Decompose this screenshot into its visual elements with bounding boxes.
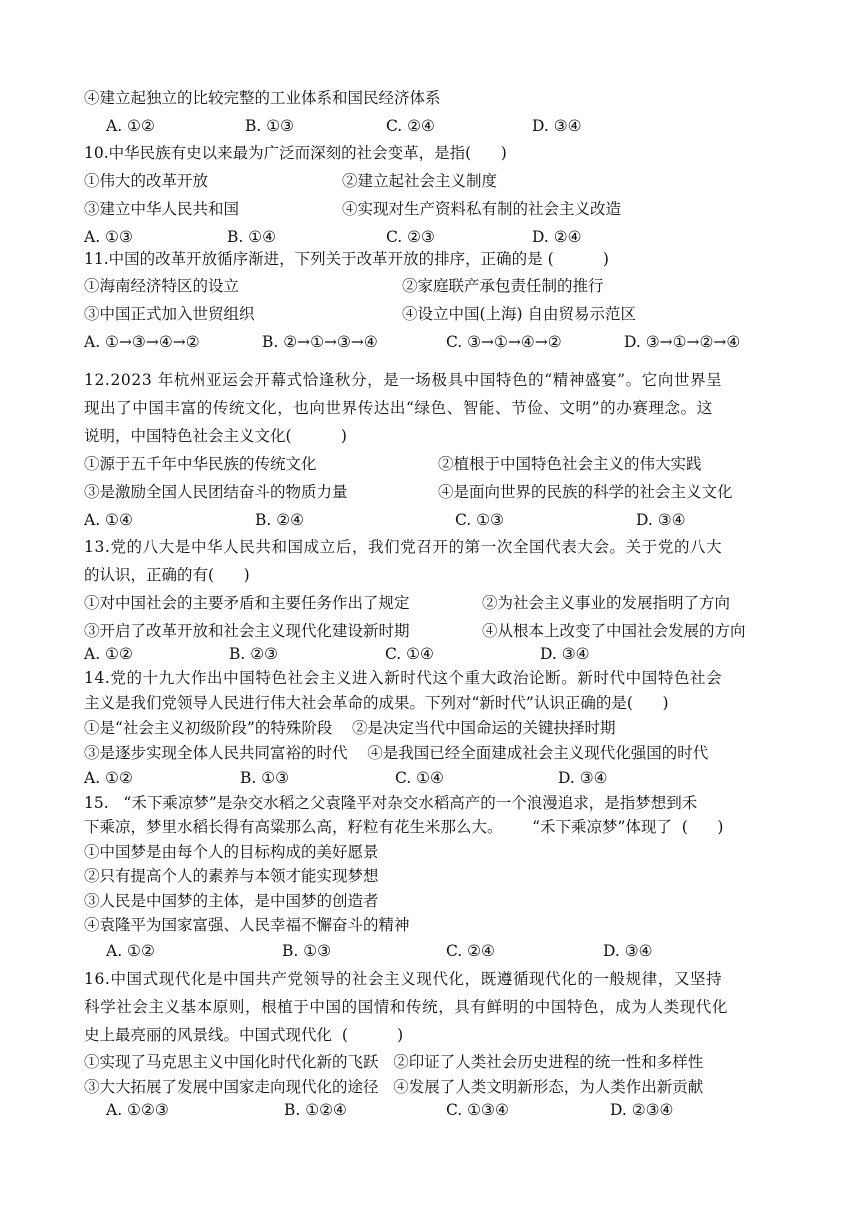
q14-statements-1-2: ①是“社会主义初级阶段”的特殊阶段 ②是决定当代中国命运的关键抉择时期	[84, 719, 616, 737]
q14-option-a: A. ①②	[84, 769, 133, 787]
q14-option-b: B. ①③	[240, 769, 290, 787]
q15-statement-4: ④袁隆平为国家富强、人民幸福不懈奋斗的精神	[84, 916, 410, 934]
q11-statement-2: ②家庭联产承包责任制的推行	[402, 277, 604, 295]
q15-statement-3: ③人民是中国梦的主体，是中国梦的创造者	[84, 892, 379, 910]
q10-statement-3: ③建立中华人民共和国	[84, 200, 240, 218]
q16-stem-line-2: 科学社会主义基本原则，根植于中国的国情和传统，具有鲜明的中国特色，成为人类现代化	[84, 998, 729, 1016]
q13-statement-1: ①对中国社会的主要矛盾和主要任务作出了规定	[84, 594, 410, 612]
q16-option-a: A. ①②③	[106, 1101, 169, 1119]
q11-option-d: D. ③→①→②→④	[624, 333, 741, 351]
q9-option-a: A. ①②	[106, 117, 155, 135]
q16-option-d: D. ②③④	[610, 1101, 674, 1119]
q13-statement-4: ④从根本上改变了中国社会发展的方向	[482, 622, 746, 640]
q12-statement-4: ④是面向世界的民族的科学的社会主义文化	[438, 483, 733, 501]
q15-stem-line-1: 15. “禾下乘凉梦”是杂交水稻之父袁隆平对杂交水稻高产的一个浪漫追求，是指梦想到禾	[84, 794, 698, 812]
q12-option-b: B. ②④	[255, 511, 305, 529]
q15-statement-1: ①中国梦是由每个人的目标构成的美好愿景	[84, 843, 379, 861]
q15-option-a: A. ①②	[106, 942, 155, 960]
q10-statement-1: ①伟大的改革开放	[84, 172, 209, 190]
q12-option-a: A. ①④	[84, 511, 133, 529]
q16-stem-line-3: 史上最亮丽的风景线。中国式现代化 ( )	[84, 1026, 404, 1044]
q14-statements-3-4: ③是逐步实现全体人民共同富裕的时代 ④是我国已经全面建成社会主义现代化强国的时代	[84, 744, 709, 762]
q14-option-c: C. ①④	[395, 769, 444, 787]
q11-stem: 11.中国的改革开放循序渐进，下列关于改革开放的排序，正确的是 ( )	[84, 250, 609, 268]
q12-stem-line-1: 12.2023 年杭州亚运会开幕式恰逢秋分，是一场极具中国特色的“精神盛宴”。它向世界呈	[84, 371, 723, 389]
q13-statement-2: ②为社会主义事业的发展指明了方向	[482, 594, 731, 612]
q10-option-a: A. ①③	[84, 228, 133, 246]
q12-stem-line-2: 现出了中国丰富的传统文化，也向世界传达出“绿色、智能、节俭、文明”的办赛理念。这	[84, 399, 713, 417]
q14-stem-line-1: 14.党的十九大作出中国特色社会主义进入新时代这个重大政治论断。新时代中国特色社会	[84, 669, 723, 687]
q13-stem-line-1: 13.党的八大是中华人民共和国成立后，我们党召开的第一次全国代表大会。关于党的八大	[84, 538, 723, 556]
q9-option-b: B. ①③	[245, 117, 295, 135]
q11-statement-4: ④设立中国(上海) 自由贸易示范区	[402, 305, 637, 323]
q10-stem: 10.中华民族有史以来最为广泛而深刻的社会变革，是指( )	[84, 144, 507, 162]
q10-option-d: D. ②④	[532, 228, 582, 246]
q15-statement-2: ②只有提高个人的素养与本领才能实现梦想	[84, 867, 379, 885]
q13-option-a: A. ①②	[84, 645, 133, 663]
q13-option-d: D. ③④	[540, 645, 590, 663]
q11-statement-3: ③中国正式加入世贸组织	[84, 305, 255, 323]
q12-statement-3: ③是激励全国人民团结奋斗的物质力量	[84, 483, 348, 501]
q14-option-d: D. ③④	[558, 769, 608, 787]
q9-option-c: C. ②④	[386, 117, 435, 135]
q11-option-c: C. ③→①→④→②	[446, 333, 562, 351]
q12-option-d: D. ③④	[636, 511, 686, 529]
q16-statements-1-2: ①实现了马克思主义中国化时代化新的飞跃 ②印证了人类社会历史进程的统一性和多样性	[84, 1053, 704, 1071]
q13-statement-3: ③开启了改革开放和社会主义现代化建设新时期	[84, 622, 410, 640]
q11-option-b: B. ②→①→③→④	[262, 333, 378, 351]
q9-option-d: D. ③④	[532, 117, 582, 135]
q16-option-c: C. ①③④	[446, 1101, 509, 1119]
q13-stem-line-2: 的认识，正确的有( )	[84, 566, 250, 584]
q10-statement-4: ④实现对生产资料私有制的社会主义改造	[342, 200, 622, 218]
q13-option-b: B. ②③	[229, 645, 279, 663]
q10-option-c: C. ②③	[386, 228, 435, 246]
q12-statement-2: ②植根于中国特色社会主义的伟大实践	[438, 455, 702, 473]
q10-statement-2: ②建立起社会主义制度	[342, 172, 498, 190]
q16-option-b: B. ①②④	[284, 1101, 347, 1119]
q16-statements-3-4: ③大大拓展了发展中国家走向现代化的途径 ④发展了人类文明新形态，为人类作出新贡献	[84, 1078, 704, 1096]
q13-option-c: C. ①④	[385, 645, 434, 663]
q12-option-c: C. ①③	[455, 511, 504, 529]
q12-stem-line-3: 说明，中国特色社会主义文化( )	[84, 427, 347, 445]
q12-statement-1: ①源于五千年中华民族的传统文化	[84, 455, 317, 473]
q11-option-a: A. ①→③→④→②	[84, 333, 200, 351]
q15-option-d: D. ③④	[603, 942, 653, 960]
q11-statement-1: ①海南经济特区的设立	[84, 277, 240, 295]
q15-stem-line-2: 下乘凉，梦里水稻长得有高粱那么高，籽粒有花生米那么大。 “禾下乘凉梦”体现了 ( )	[84, 818, 724, 836]
q15-option-c: C. ②④	[446, 942, 495, 960]
q16-stem-line-1: 16.中国式现代化是中国共产党领导的社会主义现代化，既遵循现代化的一般规律，又坚持	[84, 970, 723, 988]
q14-stem-line-2: 主义是我们党领导人民进行伟大社会革命的成果。下列对“新时代”认识正确的是( )	[84, 694, 669, 712]
q9-statement-4: ④建立起独立的比较完整的工业体系和国民经济体系	[84, 89, 441, 107]
q15-option-b: B. ①③	[282, 942, 332, 960]
q10-option-b: B. ①④	[227, 228, 277, 246]
